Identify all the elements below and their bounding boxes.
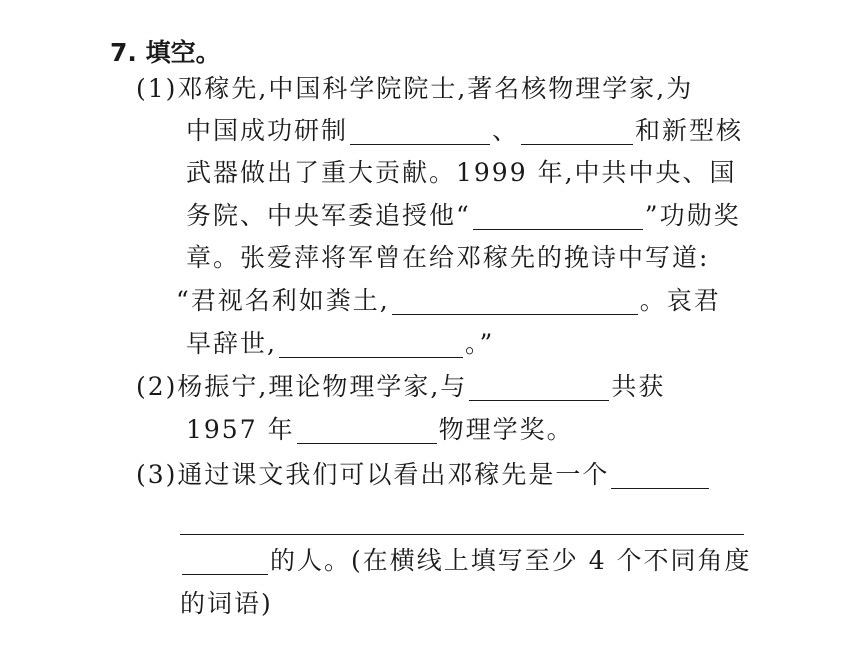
part1-line7 bbox=[186, 327, 494, 361]
answer-blank-1[interactable] bbox=[350, 118, 490, 145]
answer-blank-4[interactable] bbox=[392, 288, 638, 315]
answer-blank-5[interactable] bbox=[279, 331, 463, 358]
answer-blank-6[interactable] bbox=[469, 374, 609, 401]
part1-line2-text-b: 、 bbox=[492, 116, 520, 145]
answer-blank-7[interactable] bbox=[297, 417, 437, 444]
part2-line2 bbox=[186, 413, 574, 447]
part1-line6 bbox=[176, 284, 721, 318]
answer-blank-3[interactable] bbox=[473, 203, 643, 230]
part1-line6-text-a: “君视名利如粪土, bbox=[176, 286, 390, 315]
part1-line4 bbox=[186, 199, 741, 233]
part1-line1 bbox=[136, 72, 693, 106]
part3-line4-text: 的词语) bbox=[180, 589, 273, 618]
part1-line2 bbox=[186, 114, 743, 148]
part1-line6-text-b: 。哀君 bbox=[639, 286, 721, 315]
part3-line3-text: 的人。(在横线上填写至少 4 个不同角度 bbox=[270, 546, 752, 575]
part1-line3 bbox=[186, 156, 737, 190]
part1-line2-text-c: 和新型核 bbox=[635, 116, 744, 145]
part1-line5 bbox=[186, 241, 709, 275]
question-number-title: 7. 填空。 bbox=[110, 38, 221, 67]
part2-line2-text-a: 1957 年 bbox=[186, 415, 295, 444]
part1-line3-text: 武器做出了重大贡献。1999 年,中共中央、国 bbox=[186, 158, 737, 187]
part3-line3 bbox=[180, 544, 752, 578]
part2-line1-text-a: (2)杨振宁,理论物理学家,与 bbox=[136, 372, 468, 401]
part1-line2-text-a: 中国成功研制 bbox=[186, 116, 349, 145]
part1-line4-text-a: 务院、中央军委追授他“ bbox=[186, 201, 471, 230]
answer-blank-8b[interactable] bbox=[180, 534, 744, 535]
part1-line5-text: 章。张爱萍将军曾在给邓稼先的挽诗中写道: bbox=[186, 243, 710, 272]
part3-line1-text: (3)通过课文我们可以看出邓稼先是一个 bbox=[136, 460, 610, 489]
part3-line1 bbox=[136, 458, 711, 492]
part2-line2-text-b: 物理学奖。 bbox=[438, 415, 574, 444]
part1-line7-text-b: 。” bbox=[464, 329, 495, 358]
answer-blank-2[interactable] bbox=[521, 118, 633, 145]
part1-line7-text-a: 早辞世, bbox=[186, 329, 277, 358]
answer-blank-8c[interactable] bbox=[182, 548, 268, 575]
part1-line4-text-b: ”功勋奖 bbox=[644, 201, 741, 230]
part3-line4 bbox=[180, 587, 273, 621]
part2-line1 bbox=[136, 370, 665, 404]
answer-blank-8a[interactable] bbox=[611, 462, 709, 489]
part2-line1-text-b: 共获 bbox=[611, 372, 666, 401]
part1-line1-text: (1)邓稼先,中国科学院院士,著名核物理学家,为 bbox=[136, 74, 694, 103]
